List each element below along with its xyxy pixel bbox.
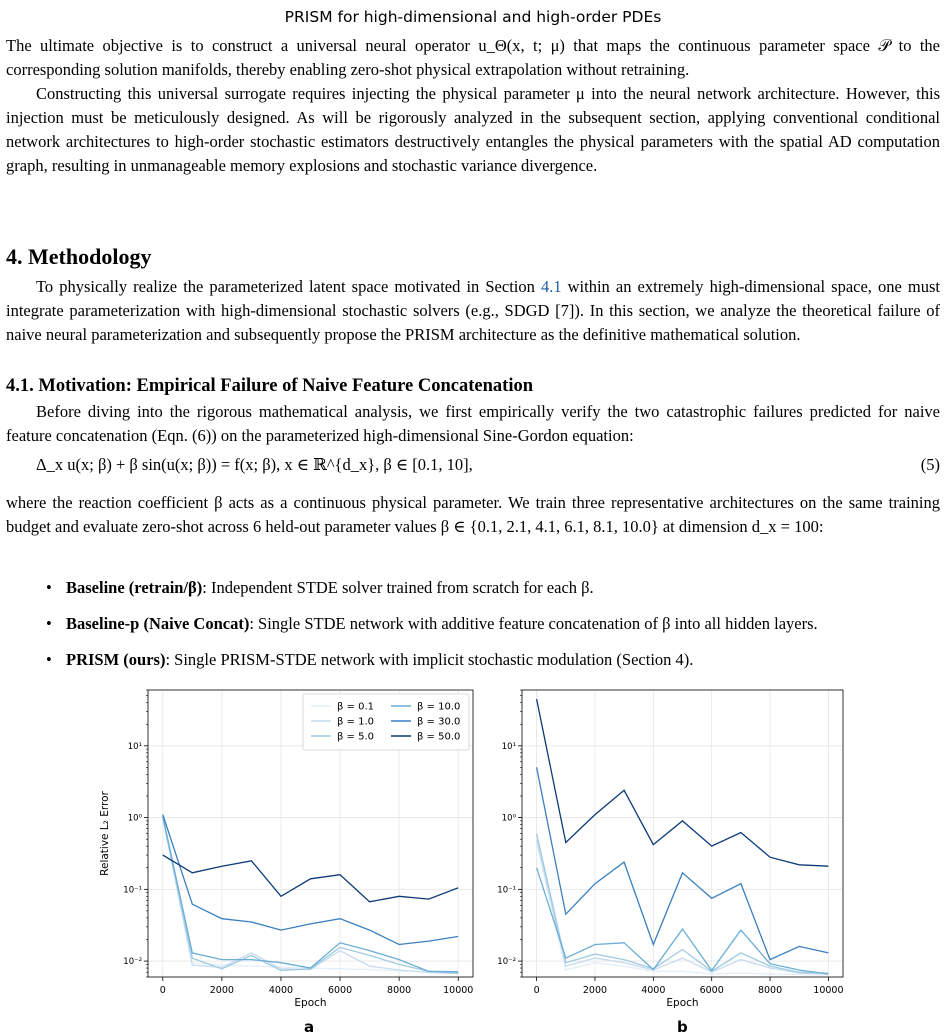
y-tick-label: 10⁰: [501, 813, 516, 824]
figure-label-a: a: [304, 1018, 315, 1036]
intro-paragraph-1: The ultimate objective is to construct a universal neural operator u_Θ(x, t; μ) that maps the continuous parameter space 𝒫 to the corresponding solution manifolds, thereby enabling zero-shot physical extrapolation without retraining.: [6, 36, 940, 79]
legend-label-5: β = 30.0: [417, 716, 461, 728]
chart-panel-b: [497, 690, 843, 1009]
y-tick-label: 10⁻¹: [123, 885, 142, 896]
y-tick-label: 10⁻¹: [497, 885, 516, 896]
section-ref-link[interactable]: 4.1: [540, 277, 562, 296]
intro-paragraph-2: Constructing this universal surrogate requires injecting the physical parameter μ into the neural network architecture. However, this injection must be meticulously designed. As will be rigorously analyzed in the subsequent section, applying conventional conditional network architectures to high-order stochastic estimators destructively entangles the physical parameters with the spatial AD computation graph, resulting in unmanageable memory explosions and stochastic variance divergence.: [6, 84, 940, 175]
equation-number: (5): [920, 455, 940, 474]
section-title: 4. Methodology: [6, 244, 152, 269]
bullet-baseline: • Baseline (retrain/β): Independent STDE solver trained from scratch for each β.: [46, 578, 594, 597]
y-tick-label: 10⁻²: [123, 957, 142, 968]
after-equation-paragraph: where the reaction coefficient β acts as a continuous physical parameter. We train three representative architectures on the same training budget and evaluate zero-shot across 6 held-out parameter values β ∈ {0.1, 2.1, 4.1, 6.1, 8.1, 10.0} at dimension d_x = 100:: [6, 493, 940, 536]
x-tick-label: 8000: [757, 985, 783, 996]
x-tick-label: 4000: [268, 985, 294, 996]
series-line-3: [537, 834, 829, 974]
x-tick-label: 0: [159, 985, 166, 996]
x-tick-label: 8000: [387, 985, 412, 996]
x-tick-label: 4000: [641, 985, 666, 996]
plot-frame: [522, 690, 843, 977]
equation: Δ_x u(x; β) + β sin(u(x; β)) = f(x; β), x ∈ ℝ^{d_x}, β ∈ [0.1, 10],: [36, 455, 473, 474]
series-line-6: [163, 855, 458, 902]
legend-label-2: β = 1.0: [337, 716, 375, 728]
chart-panel-a: [99, 690, 473, 1009]
bullet-baseline-p: • Baseline-p (Naive Concat): Single STDE network with additive feature concatenation of β into all hidden layers.: [46, 614, 818, 633]
legend-label-4: β = 10.0: [417, 701, 461, 713]
subsection-title: 4.1. Motivation: Empirical Failure of Naive Feature Concatenation: [6, 376, 534, 396]
x-tick-label: 0: [533, 985, 540, 996]
legend-label-3: β = 5.0: [337, 731, 375, 743]
bullet-prism: • PRISM (ours): Single PRISM-STDE network with implicit stochastic modulation (Section 4).: [46, 650, 694, 669]
series-line-4: [163, 816, 458, 972]
series-line-1: [537, 843, 829, 976]
series-line-2: [537, 839, 829, 974]
x-axis-label: Epoch: [666, 997, 699, 1009]
x-tick-label: 2000: [209, 985, 234, 996]
x-tick-label: 6000: [327, 985, 353, 996]
legend-label-6: β = 50.0: [417, 731, 461, 743]
y-tick-label: 10¹: [127, 741, 142, 752]
y-tick-label: 10¹: [501, 741, 516, 752]
methodology-paragraph: To physically realize the parameterized latent space motivated in Section 4.1 within an extremely high-dimensional space, one must integrate parameterization with high-dimensional stochastic solvers (e.g., SDGD [7]). In this section, we analyze the theoretical failure of naive neural parameterization and subsequently propose the PRISM architecture as the definitive mathematical solution.: [6, 277, 940, 344]
y-tick-label: 10⁰: [127, 813, 142, 824]
x-tick-label: 10000: [443, 985, 474, 996]
x-tick-label: 10000: [813, 985, 844, 996]
y-axis-label: Relative L₂ Error: [99, 791, 111, 876]
x-axis-label: Epoch: [294, 997, 327, 1009]
motivation-paragraph: Before diving into the rigorous mathematical analysis, we first empirically verify the two catastrophic failures predicted for naive feature concatenation (Eqn. (6)) on the parameterized high-dimensional Sine-Gordon equation:: [6, 402, 940, 445]
series-line-6: [537, 699, 829, 866]
running-header: PRISM for high-dimensional and high-order PDEs: [284, 8, 662, 26]
figure-label-b: b: [677, 1018, 688, 1036]
series-line-3: [163, 818, 458, 974]
series-line-1: [163, 818, 458, 973]
legend-label-1: β = 0.1: [337, 701, 375, 713]
x-tick-label: 2000: [582, 985, 608, 996]
figure: [0, 680, 946, 1035]
x-tick-label: 6000: [699, 985, 724, 996]
y-tick-label: 10⁻²: [497, 957, 516, 968]
series-line-5: [537, 767, 829, 959]
series-line-2: [163, 818, 458, 974]
